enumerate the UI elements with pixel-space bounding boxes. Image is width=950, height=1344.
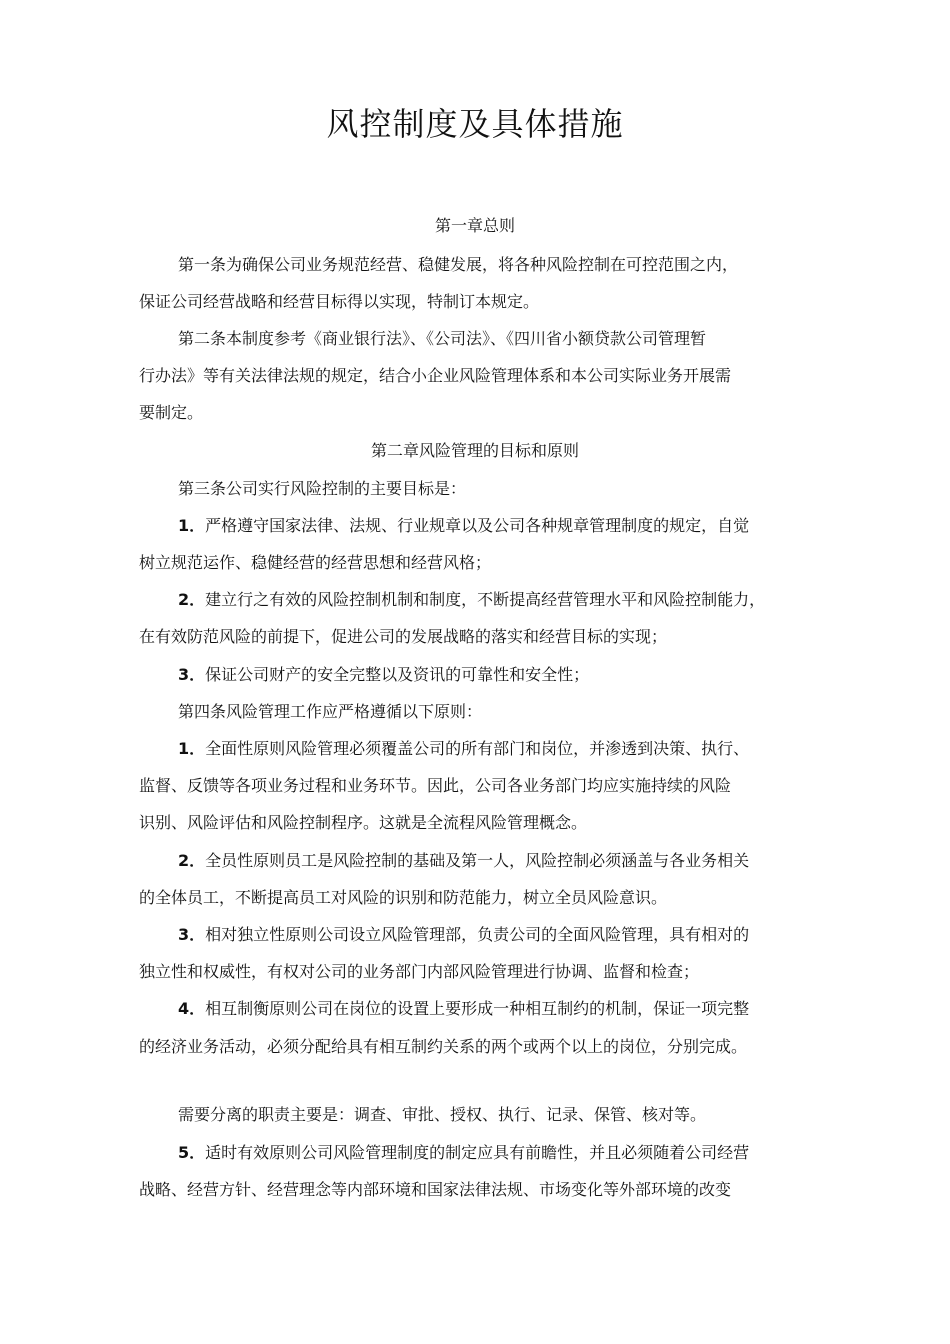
paragraph-line: 行办法》等有关法律法规的规定，结合小企业风险管理体系和本公司实际业务开展需 bbox=[139, 366, 732, 385]
paragraph-line: 的经济业务活动，必须分配给具有相互制约关系的两个或两个以上的岗位，分别完成。 bbox=[139, 1037, 748, 1056]
list-item-line: 3．相对独立性原则公司设立风险管理部，负责公司的全面风险管理，具有相对的 bbox=[178, 925, 750, 944]
paragraph-line: 的全体员工，不断提高员工对风险的识别和防范能力，树立全员风险意识。 bbox=[139, 888, 668, 907]
list-item-line: 5．适时有效原则公司风险管理制度的制定应具有前瞻性，并且必须随着公司经营 bbox=[178, 1143, 750, 1162]
paragraph-line: 战略、经营方针、经营理念等内部环境和国家法律法规、市场变化等外部环境的改变 bbox=[139, 1180, 732, 1199]
paragraph-line: 要制定。 bbox=[139, 403, 204, 422]
list-item-line: 3．保证公司财产的安全完整以及资讯的可靠性和安全性； bbox=[178, 665, 590, 684]
paragraph-line: 第四条风险管理工作应严格遵循以下原则： bbox=[178, 702, 483, 721]
list-item-line: 1．全面性原则风险管理必须覆盖公司的所有部门和岗位，并渗透到决策、执行、 bbox=[178, 739, 750, 758]
list-item-line: 2．建立行之有效的风险控制机制和制度，不断提高经营管理水平和风险控制能力， bbox=[178, 590, 766, 609]
paragraph-line: 树立规范运作、稳健经营的经营思想和经营风格； bbox=[139, 553, 492, 572]
list-item-line: 4．相互制衡原则公司在岗位的设置上要形成一种相互制约的机制，保证一项完整 bbox=[178, 999, 750, 1018]
paragraph-line: 保证公司经营战略和经营目标得以实现，特制订本规定。 bbox=[139, 292, 540, 311]
paragraph-line: 第一条为确保公司业务规范经营、稳健发展，将各种风险控制在可控范围之内， bbox=[178, 255, 739, 274]
paragraph-line: 监督、反馈等各项业务过程和业务环节。因此，公司各业务部门均应实施持续的风险 bbox=[139, 776, 732, 795]
paragraph-line: 独立性和权威性，有权对公司的业务部门内部风险管理进行协调、监督和检查； bbox=[139, 962, 700, 981]
paragraph-line: 识别、风险评估和风险控制程序。这就是全流程风险管理概念。 bbox=[139, 813, 588, 832]
list-item-line: 2．全员性原则员工是风险控制的基础及第一人，风险控制必须涵盖与各业务相关 bbox=[178, 851, 750, 870]
paragraph-line: 在有效防范风险的前提下，促进公司的发展战略的落实和经营目标的实现； bbox=[139, 627, 668, 646]
paragraph-line: 第二条本制度参考《商业银行法》、《公司法》、《四川省小额贷款公司管理暂 bbox=[178, 329, 707, 348]
chapter-heading: 第一章总则 bbox=[434, 216, 515, 235]
chapter-heading: 第二章风险管理的目标和原则 bbox=[370, 441, 579, 460]
paragraph-line: 需要分离的职责主要是：调查、审批、授权、执行、记录、保管、核对等。 bbox=[178, 1105, 707, 1124]
document-title: 风控制度及具体措施 bbox=[326, 105, 624, 143]
paragraph-line: 第三条公司实行风险控制的主要目标是： bbox=[178, 479, 467, 498]
list-item-line: 1．严格遵守国家法律、法规、行业规章以及公司各种规章管理制度的规定，自觉 bbox=[178, 516, 750, 535]
